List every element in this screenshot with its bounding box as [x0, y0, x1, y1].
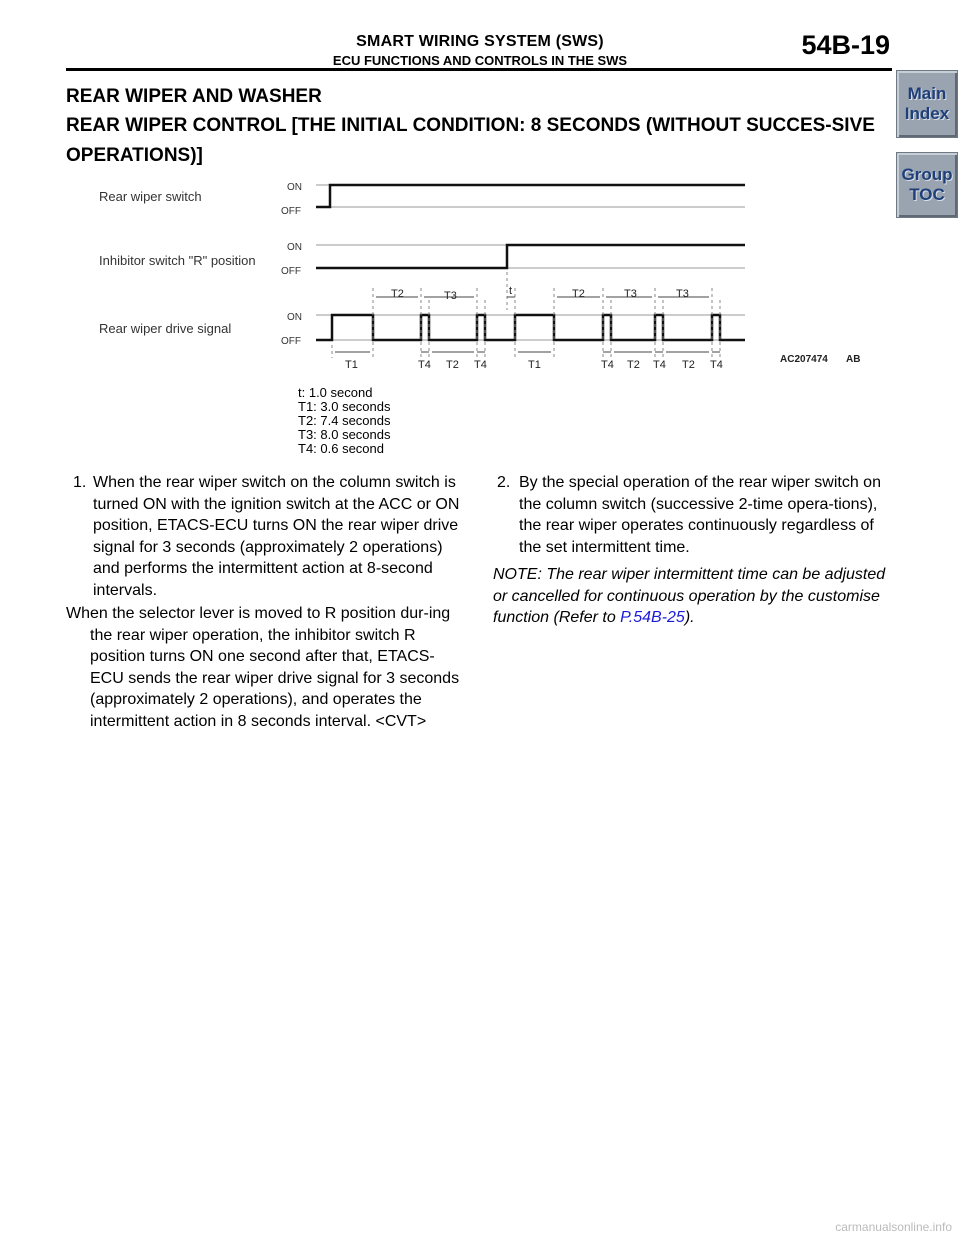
lower-label-6: T4 [601, 359, 614, 371]
legend-item: T3: 8.0 seconds [298, 427, 391, 442]
lower-label-1: T1 [345, 359, 358, 371]
waveform-inhibitor-switch [316, 245, 745, 268]
row1-off-label: OFF [281, 206, 301, 217]
reference-lines [316, 185, 745, 340]
main-index-label-2: Index [904, 104, 950, 123]
page-number: 54B-19 [801, 30, 890, 60]
row-label-rear-wiper-switch: Rear wiper switch [99, 189, 202, 204]
header-title: SMART WIRING SYSTEM (SWS) [356, 33, 604, 50]
page-reference-link[interactable]: P.54B-25 [620, 609, 685, 626]
note-text-end: ). [684, 609, 695, 626]
upper-label-5: T3 [624, 288, 637, 300]
legend-item: t: 1.0 second [298, 385, 373, 400]
section-heading: REAR WIPER AND WASHER [66, 86, 322, 107]
lower-label-9: T2 [682, 359, 695, 371]
figure-suffix: AB [846, 354, 861, 365]
waveform-drive-signal [316, 315, 745, 340]
lower-label-5: T1 [528, 359, 541, 371]
row2-on-label: ON [287, 242, 302, 253]
row1-on-label: ON [287, 182, 302, 193]
timing-diagram [0, 0, 960, 470]
note-text: NOTE: The rear wiper intermittent time can be adjusted or cancelled for continuous operation by the customise function (Refer to [493, 566, 886, 626]
upper-label-3: t [509, 285, 513, 297]
watermark: carmanualsonline.info [835, 1220, 952, 1234]
right-column [493, 472, 893, 635]
header-subtitle: ECU FUNCTIONS AND CONTROLS IN THE SWS [332, 53, 628, 68]
group-toc-label-2: TOC [909, 185, 945, 204]
row2-off-label: OFF [281, 266, 301, 277]
list-text: When the rear wiper switch on the column switch is turned ON with the ignition switch at the ACC or ON position, ETACS-ECU turns ON the rear wiper drive signal for 3 seconds (approximately 2 operations) and performs the intermittent action at 8-second intervals. [93, 474, 460, 599]
row-label-drive-signal: Rear wiper drive signal [99, 321, 232, 336]
signal-waveforms [316, 185, 745, 340]
figure-id: AC207474 [780, 354, 828, 365]
upper-label-2: T3 [444, 290, 457, 302]
lower-label-3: T2 [446, 359, 459, 371]
list-item-2 [493, 472, 893, 558]
list-number: 1. [73, 474, 87, 491]
lower-label-2: T4 [418, 359, 431, 371]
lower-label-8: T4 [653, 359, 666, 371]
list-item-1 [66, 472, 466, 601]
upper-label-6: T3 [676, 288, 689, 300]
upper-label-4: T2 [572, 288, 585, 300]
body-paragraph: When the selector lever is moved to R position dur-ing the rear wiper operation, the inhibitor switch R position turns ON one second after that, ETACS-ECU sends the rear wiper drive signal for 3 seconds (approximately 2 operations), and operates the intermittent action in 8 seconds interval. <CVT> [66, 605, 460, 730]
list-number: 2. [497, 474, 511, 491]
timing-legend [298, 386, 391, 456]
upper-label-1: T2 [391, 288, 404, 300]
lower-label-4: T4 [474, 359, 487, 371]
subsection-heading: REAR WIPER CONTROL [THE INITIAL CONDITION: 8 SECONDS (WITHOUT SUCCES-SIVE OPERATIONS)] [66, 115, 875, 166]
lower-label-7: T2 [627, 359, 640, 371]
main-index-label-1: Main [907, 84, 947, 103]
list-text: By the special operation of the rear wiper switch on the column switch (successive 2-time opera-tions), the rear wiper operates continuously regardless of the set intermittent time. [519, 474, 881, 556]
left-column [66, 472, 466, 738]
legend-item: T1: 3.0 seconds [298, 399, 391, 414]
legend-item: T4: 0.6 second [298, 441, 384, 456]
waveform-rear-wiper-switch [316, 185, 745, 207]
row3-off-label: OFF [281, 336, 301, 347]
row-label-inhibitor-switch: Inhibitor switch "R" position [99, 253, 256, 268]
row3-on-label: ON [287, 312, 302, 323]
note-paragraph [493, 564, 893, 629]
lower-label-10: T4 [710, 359, 723, 371]
group-toc-label-1: Group [901, 165, 953, 184]
legend-item: T2: 7.4 seconds [298, 413, 391, 428]
